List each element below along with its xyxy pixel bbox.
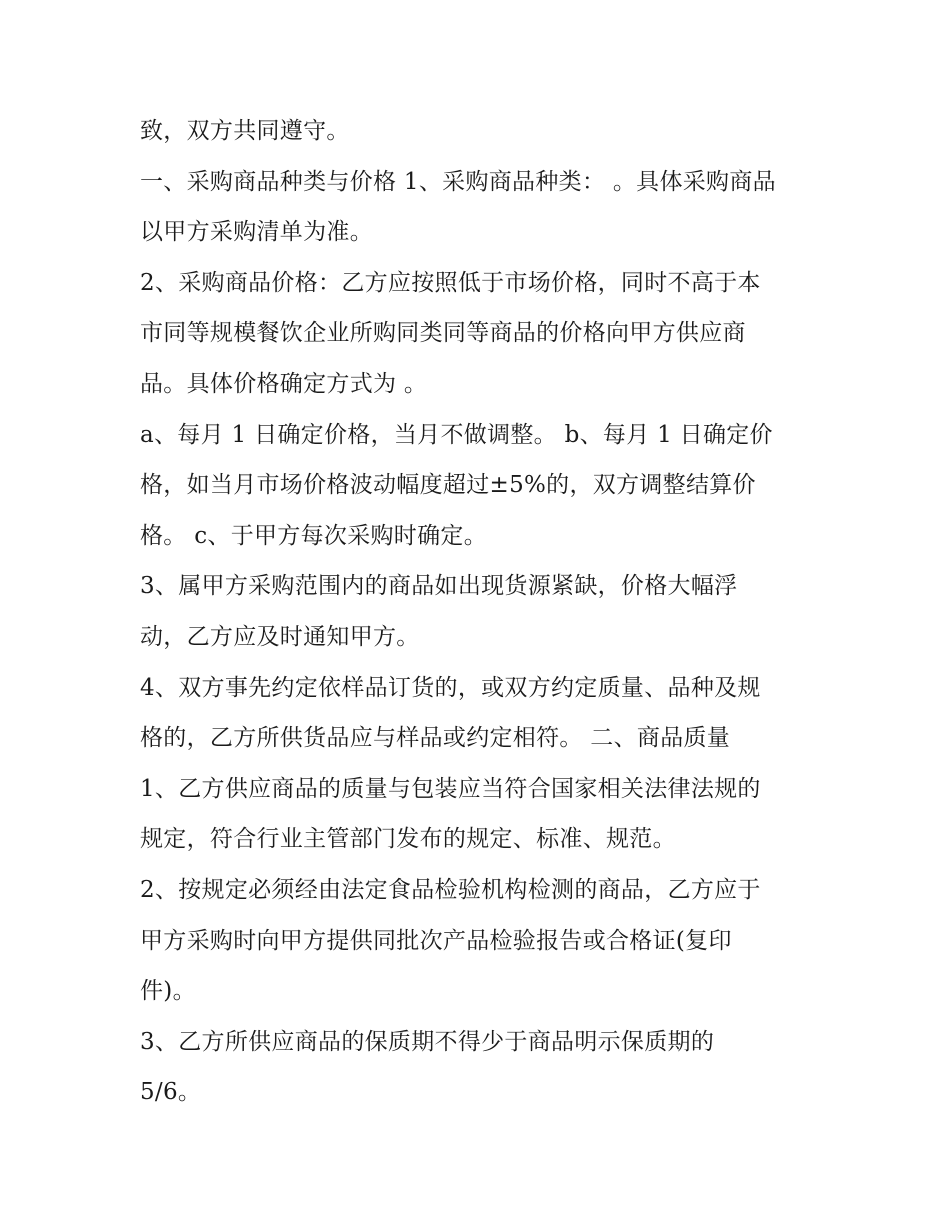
text-line: a、每月 1 日确定价格，当月不做调整。 b、每月 1 日确定价 xyxy=(140,421,773,448)
text-line: 动，乙方应及时通知甲方。 xyxy=(140,623,420,650)
text-line: 2、采购商品价格：乙方应按照低于市场价格，同时不高于本 xyxy=(140,269,761,296)
text-line: 格，如当月市场价格波动幅度超过±5%的，双方调整结算价 xyxy=(140,472,756,499)
text-line: 格。 c、于甲方每次采购时确定。 xyxy=(140,522,487,549)
text-line: 一、采购商品种类与价格 1、采购商品种类： 。具体采购商品 xyxy=(140,168,776,195)
text-line: 件)。 xyxy=(140,978,196,1005)
text-line: 3、乙方所供应商品的保质期不得少于商品明示保质期的 xyxy=(140,1028,715,1055)
text-line: 5/6。 xyxy=(140,1079,202,1106)
text-line: 规定，符合行业主管部门发布的规定、标准、规范。 xyxy=(140,826,676,853)
text-line: 4、双方事先约定依样品订货的，或双方约定质量、品种及规 xyxy=(140,674,761,701)
text-line: 3、属甲方采购范围内的商品如出现货源紧缺，价格大幅浮 xyxy=(140,573,738,600)
text-line: 格的，乙方所供货品应与样品或约定相符。 二、商品质量 xyxy=(140,725,731,752)
text-line: 1、乙方供应商品的质量与包装应当符合国家相关法律法规的 xyxy=(140,775,761,802)
text-line: 以甲方采购清单为准。 xyxy=(140,219,373,246)
document-body xyxy=(140,106,820,1118)
text-line: 甲方采购时向甲方提供同批次产品检验报告或合格证(复印 xyxy=(140,927,732,954)
text-line: 致，双方共同遵守。 xyxy=(140,118,350,144)
text-line: 2、按规定必须经由法定食品检验机构检测的商品，乙方应于 xyxy=(140,876,761,903)
text-line: 品。具体价格确定方式为 。 xyxy=(140,370,428,397)
text-line: 市同等规模餐饮企业所购同类同等商品的价格向甲方供应商 xyxy=(140,320,746,347)
